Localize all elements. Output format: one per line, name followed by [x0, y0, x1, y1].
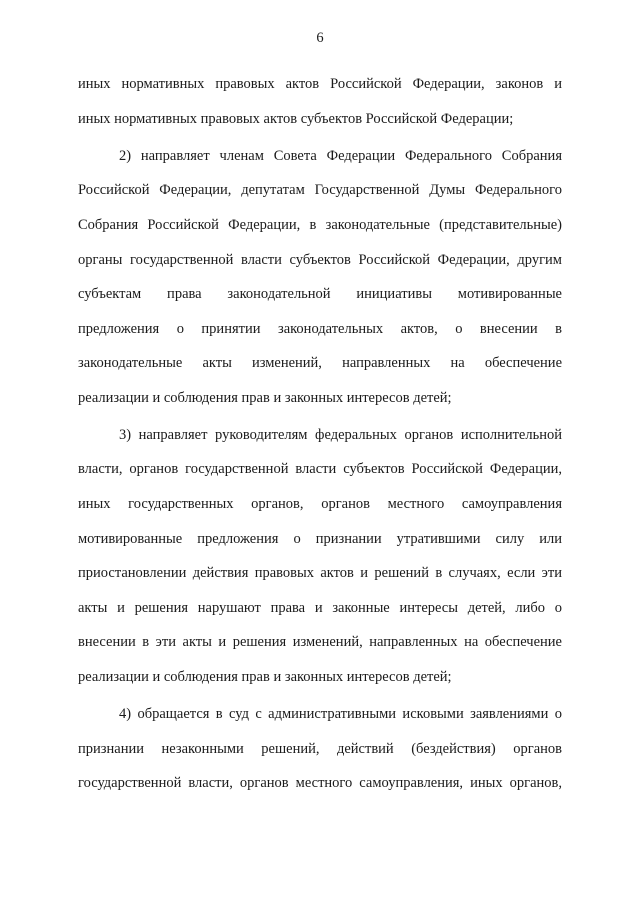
page-number: 6 — [316, 30, 324, 46]
text-line: иных государственных органов, органов местного самоуправления — [78, 496, 562, 512]
text-line: иных нормативных правовых актов Российской Федерации, законов и — [78, 76, 562, 92]
text-line: предложения о принятии законодательных актов, о внесении в — [78, 321, 562, 337]
text-line: субъектам права законодательной инициативы мотивированные — [78, 286, 562, 302]
text-line: 2) направляет членам Совета Федерации Федерального Собрания — [119, 148, 562, 164]
text-line: внесении в эти акты и решения изменений, направленных на обеспечение — [78, 634, 562, 650]
text-line: приостановлении действия правовых актов и решений в случаях, если эти — [78, 565, 562, 581]
text-line: государственной власти, органов местного самоуправления, иных органов, — [78, 775, 562, 791]
text-line: власти, органов государственной власти субъектов Российской Федерации, — [78, 461, 562, 477]
text-line: Собрания Российской Федерации, в законодательные (представительные) — [78, 217, 562, 233]
text-line: органы государственной власти субъектов Российской Федерации, другим — [78, 252, 562, 268]
text-line: 4) обращается в суд с административными исковыми заявлениями о — [119, 706, 562, 722]
text-line: иных нормативных правовых актов субъектов Российской Федерации; — [78, 111, 514, 127]
text-line: мотивированные предложения о признании утратившими силу или — [78, 531, 562, 547]
text-line: реализации и соблюдения прав и законных интересов детей; — [78, 390, 452, 406]
text-line: 3) направляет руководителям федеральных органов исполнительной — [119, 427, 562, 443]
text-line: законодательные акты изменений, направленных на обеспечение — [78, 355, 562, 371]
text-line: акты и решения нарушают права и законные интересы детей, либо о — [78, 600, 562, 616]
text-line: реализации и соблюдения прав и законных интересов детей; — [78, 669, 452, 685]
text-line: признании незаконными решений, действий (бездействия) органов — [78, 741, 562, 757]
text-line: Российской Федерации, депутатам Государственной Думы Федерального — [78, 182, 562, 198]
